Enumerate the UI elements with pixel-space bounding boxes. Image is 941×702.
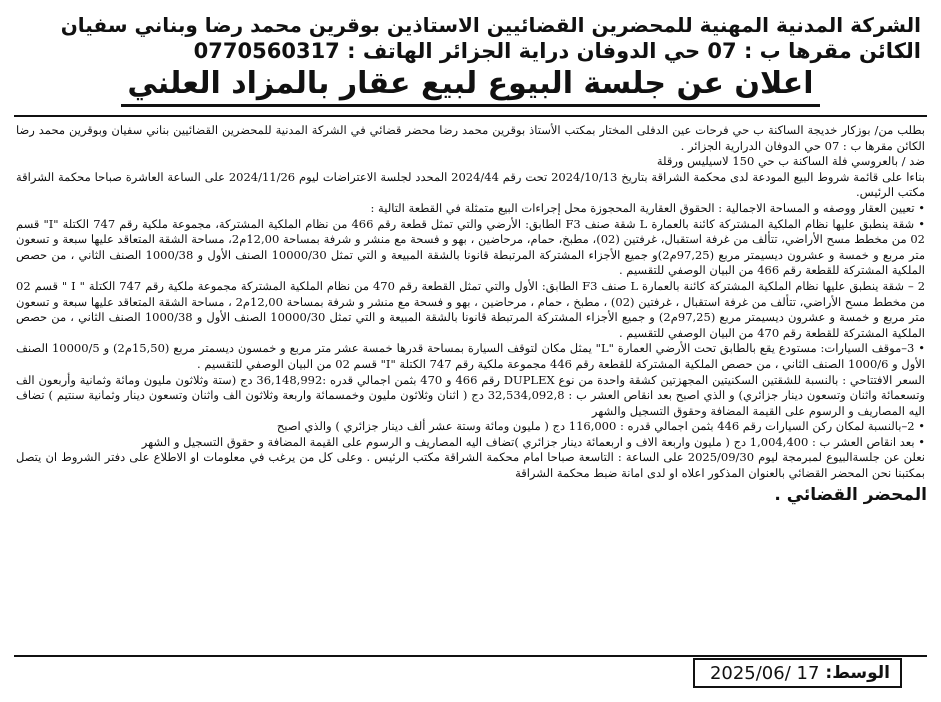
publication-stamp (693, 658, 902, 688)
opening-price-paragraph: السعر الافتتاحي : بالنسبة للشقتين السكنيتين المجهزتين كشقة واحدة من نوع DUPLEX رقم 466 و 470 بثمن اجمالي قدره :36,148,992 دج (ستة وثلاثون مليون ومائة وثمانية وأربعون الف وتسعمائة واثنان وتسعون دينار جزائري) و الذي اصبح بعد انقاص العشر ب : 32,534,092,8 دج ( اثنان وثلاثون مليون وخمسمائة واربعة وثلاثون الف واثنان وتسعون دينار وثمانية سنتيم ) تضاف اليه المصاريف و الرسوم على القيمة المضافة وحقوق التسجيل والشهر (16, 372, 925, 418)
divider (14, 115, 927, 117)
publication-date: 2025/06/ 17 (709, 662, 820, 684)
property-intro: • تعيين العقار ووصفه و المساحة الاجمالية : الحقوق العقارية المحجوزة محل إجراءات البيع متمثلة في القطعة التالية : (370, 200, 925, 215)
session-notice-paragraph: نعلن عن جلسةالبيوع لمبرمجة ليوم 2025/09/30 على الساعة : التاسعة صباحا امام محكمة الشراقة مكتب الرئيس . وعلى كل من يرغب في معلومات او الاطلاع على دفتر الشروط ان يتصل بمكتبنا نحن المحضر القضائي بالعنوان المذكور اعلاه او لدى امانة ضبط محكمة الشراقة (16, 450, 925, 481)
newspaper-name: الوسط: (825, 663, 890, 683)
terms-paragraph: بناءا على قائمة شروط البيع المودعة لدى محكمة الشراقة بتاريخ 2024/10/13 تحت رقم 2024/44 المحدد لجلسة الاعتراضات ليوم 2024/11/26 على الساعة العاشرة صباحا محكمة الشراقة مكتب الرئيس. (16, 169, 925, 200)
property-item-2: 2 – شقة ينطبق عليها نظام الملكية المشتركة كائنة بالعمارة L صنف F3 الطابق: الأول والتي تمثل القطعة رقم 470 من نظام الملكية المشتركة مجموعة ملكية رقم 747 الكتلة " I " قسم 02 من مخطط مسح الأراضي، تتألف من غرفة استقبال ، غرفتين (02) ، مطبخ ، حمام ، مرحاضين ، بهو و فسحة مع منشر و شرفة بمساحة 12,00م2 ، مساحة الشقة المتعاقد عليها سبعة و تسعون متر مربع و خمسة و عشرون ديسيمتر مربع (97,25م2) و جميع الأجزاء المشتركة المرتبطة قانونا بالشقة المبيعة و التي تمثل 10000/30 الصنف الأول و 1000/38 الصنف الثاني ، من حصص الملكية المشتركة للقطعة رقم 470 من البيان الوصفي للتقسيم . (16, 278, 926, 340)
property-item-3: • 3–موقف السيارات: مستودع يقع بالطابق تحت الأرضي العمارة "L" يمثل مكان لتوقف السيارة بمساحة قدرها خمسة عشر متر مربع و خمسون ديسمتر مربع (15,50م2) و 10000/5 الصنف الأول و 1000/6 الصنف الثاني ، من حصص الملكية المشتركة للقطعة رقم 446 مجموعة ملكية رقم 747 الكتلة "I" قسم 02 من البيان الوصفي للتقسيم . (16, 341, 926, 371)
firm-address-phone: الكائن مقرها ب : 07 حي الدوفان دراية الجزائر الهاتف : 0770560317 (193, 39, 921, 63)
parking-reduced-paragraph: • بعد انقاص العشر ب : 1,004,400 دج ( مليون واربعة الاف و اربعمائة دينار جزائري )تضاف اليه المصاريف و الرسوم على القيمة المضافة و حقوق التسجيل و الشهر (141, 434, 925, 449)
announcement-body (16, 123, 925, 482)
bottom-divider (14, 655, 927, 657)
signature: المحضر القضائي . (774, 484, 927, 505)
property-item-1: • شقة ينطبق عليها نظام الملكية المشتركة كائنة بالعمارة L شقة صنف F3 الطابق: الأرضي والتي تمثل قطعة رقم 466 من نظام الملكية المشتركة، مجموعة ملكية رقم 747 الكتلة "I" قسم 02 من مخطط مسح الأراضي، تتألف من غرفة استقبال، غرفتين (02)، مطبخ، حمام، مرحاضين ، بهو و فسحة مع منشر و شرفة بمساحة 12,00م2، مساحة الشقة المتعاقد عليها سبعة و تسعون متر مربع و خمسة و عشرون ديسيمتر مربع (97,25م2)و جميع الأجزاء المشتركة المرتبطة قانونا بالشقة المبيعة و التي تمثل 10000/30 الصنف الأول و 1000/38 الصنف الثاني ، من حصص الملكية المشتركة للقطعة رقم 466 من البيان الوصفي للتقسيم . (16, 216, 925, 278)
announcement-title: اعلان عن جلسة البيوع لبيع عقار بالمزاد العلني (121, 66, 819, 107)
requester-paragraph: بطلب من/ بوزكار خديجة الساكنة ب حي فرحات عين الدفلى المختار بمكتب الأستاذ بوقرين محمد رضا محضر قضائي في الشركة المدنية للمحضرين القضائيين بناني سفيان وبوقرين محمد رضا الكائن مقرها ب : 07 حي الدوفان الدرارية الجزائر . (16, 123, 925, 153)
title-wrap (14, 66, 927, 107)
firm-name: الشركة المدنية المهنية للمحضرين القضائيين الاستاذين بوقرين محمد رضا وبناني سفيان (60, 13, 921, 37)
parking-price-paragraph: • 2–بالنسبة لمكان ركن السيارات رقم 446 بثمن اجمالي قدره : 116,000 دج ( مليون ومائة وستة عشر ألف دينار جزائري ) والذي اصبح (276, 419, 925, 434)
against-paragraph: ضد / بالعروسي فلة الساكنة ب حي 150 لاسيليس ورقلة (656, 154, 925, 169)
